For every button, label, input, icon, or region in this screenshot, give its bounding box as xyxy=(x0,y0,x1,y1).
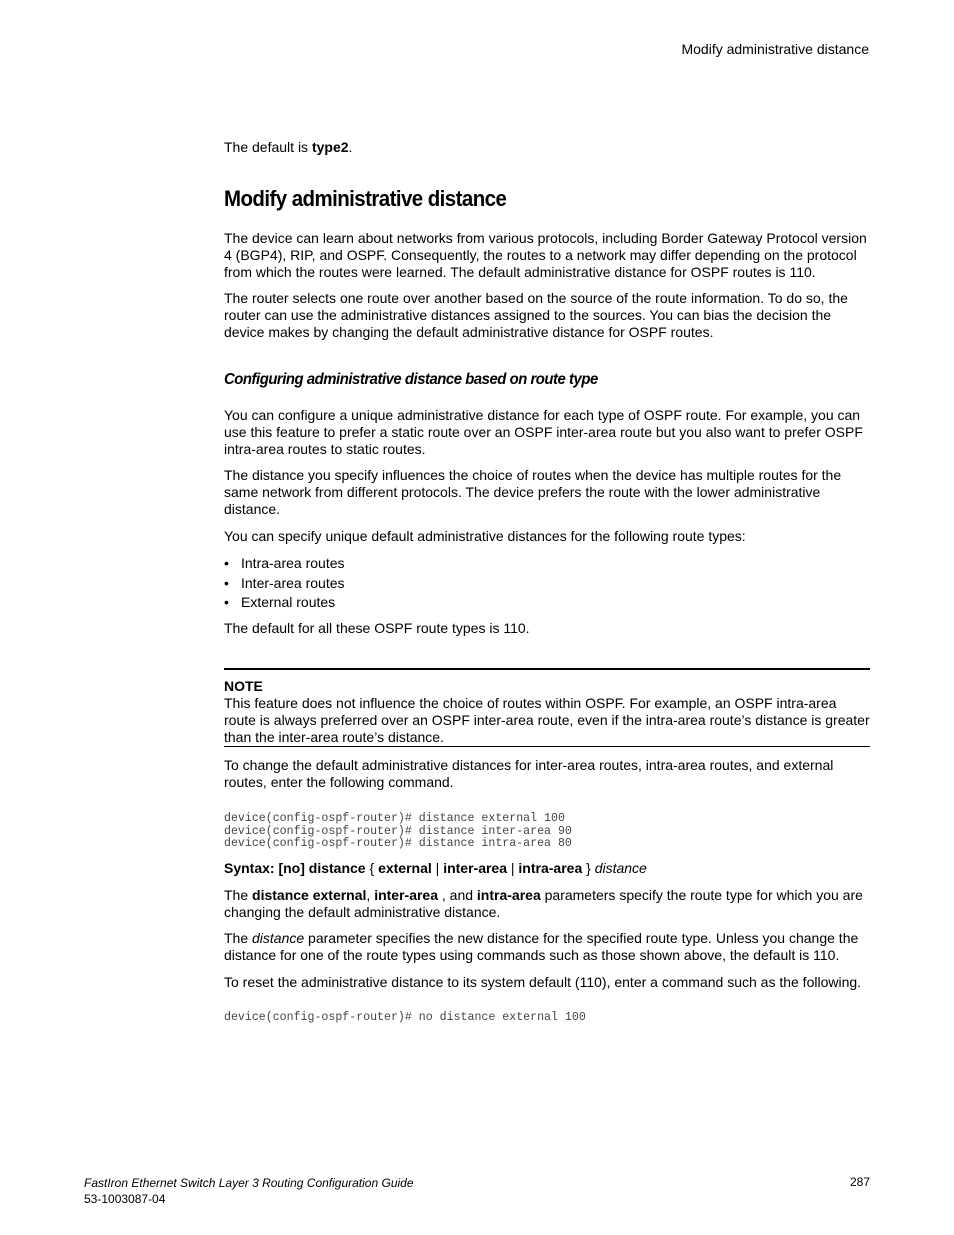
code-line: device(config-ospf-router)# no distance external 100 xyxy=(224,1011,586,1024)
section-paragraph-1: The device can learn about networks from various protocols, including Border Gateway Protocol version 4 (BGP4), RIP, and OSPF. Consequently, the routes to a network may differ depending on the protocol from which the routes were learned. The default administrative distance for OSPF routes is 110. xyxy=(224,230,867,281)
subsection-paragraph-4: The default for all these OSPF route types is 110. xyxy=(224,620,530,636)
section-title: Modify administrative distance xyxy=(224,186,507,211)
subsection-paragraph-2: The distance you specify influences the choice of routes when the device has multiple routes for the same network from different protocols. The device prefers the route with the lower administrative distance. xyxy=(224,467,842,518)
code-block xyxy=(224,813,572,851)
syntax-option: intra-area xyxy=(518,860,583,876)
syntax-option: external xyxy=(378,860,432,876)
page-number: 287 xyxy=(849,1175,870,1189)
params-paragraph-1: The distance external, inter-area , and intra-area parameters specify the route type for which you are changing the default administrative distance. xyxy=(224,887,863,921)
subsection-paragraph-1: You can configure a unique administrative distance for each type of OSPF route. For example, you can use this feature to prefer a static route over an OSPF inter-area route but you also want to prefer OSPF intra-area routes to static routes. xyxy=(224,407,863,458)
list-item: • Intra-area routes xyxy=(224,555,345,571)
intro-suffix: . xyxy=(348,139,353,155)
intro-bold-value: type2 xyxy=(311,139,349,155)
syntax-parameter: distance xyxy=(594,860,647,876)
params-paragraph-3: To reset the administrative distance to its system default (110), enter a command such as the following. xyxy=(224,974,862,990)
route-type-list xyxy=(224,555,345,614)
syntax-option: inter-area xyxy=(443,860,507,876)
section-paragraph-2: The router selects one route over another based on the source of the route information. To do so, the router can use the administrative distances assigned to the sources. You can bias the decision the device makes by changing the default administrative distance for OSPF routes. xyxy=(224,290,848,341)
syntax-label: Syntax: [no] distance xyxy=(224,860,366,876)
code-block-reset xyxy=(224,1012,586,1025)
change-paragraph: To change the default administrative distances for inter-area routes, intra-area routes, and external routes, enter the following command. xyxy=(224,757,834,791)
intro-text: The default is xyxy=(224,139,312,155)
note-bottom-rule xyxy=(224,746,870,747)
params-paragraph-2: The distance parameter specifies the new distance for the specified route type. Unless you change the distance for one of the route types using commands such as those shown above, the default is 110. xyxy=(224,930,859,964)
subsection-title: Configuring administrative distance based on route type xyxy=(224,371,598,388)
footer xyxy=(84,1175,414,1207)
footer-guide-title: FastIron Ethernet Switch Layer 3 Routing Configuration Guide xyxy=(84,1176,414,1190)
code-line: device(config-ospf-router)# distance inter-area 90 xyxy=(224,824,572,838)
list-item: • External routes xyxy=(224,594,336,610)
note-top-rule xyxy=(224,668,870,670)
intro-paragraph xyxy=(224,139,872,156)
note-label: NOTE xyxy=(224,678,263,694)
syntax-line: Syntax: [no] distance { external | inter-area | intra-area } distance xyxy=(224,860,647,876)
footer-doc-number: 53-1003087-04 xyxy=(84,1192,166,1206)
code-line: device(config-ospf-router)# distance external 100 xyxy=(224,812,565,825)
note-text: This feature does not influence the choice of routes within OSPF. For example, an OSPF intra-area route is always preferred over an OSPF inter-area route, even if the intra-area route’s distance is greater than the inter-area route’s distance. xyxy=(224,695,870,746)
running-header: Modify administrative distance xyxy=(681,41,869,57)
code-line: device(config-ospf-router)# distance intra-area 80 xyxy=(224,837,572,851)
subsection-paragraph-3: You can specify unique default administrative distances for the following route types: xyxy=(224,528,746,544)
list-item: • Inter-area routes xyxy=(224,574,345,591)
